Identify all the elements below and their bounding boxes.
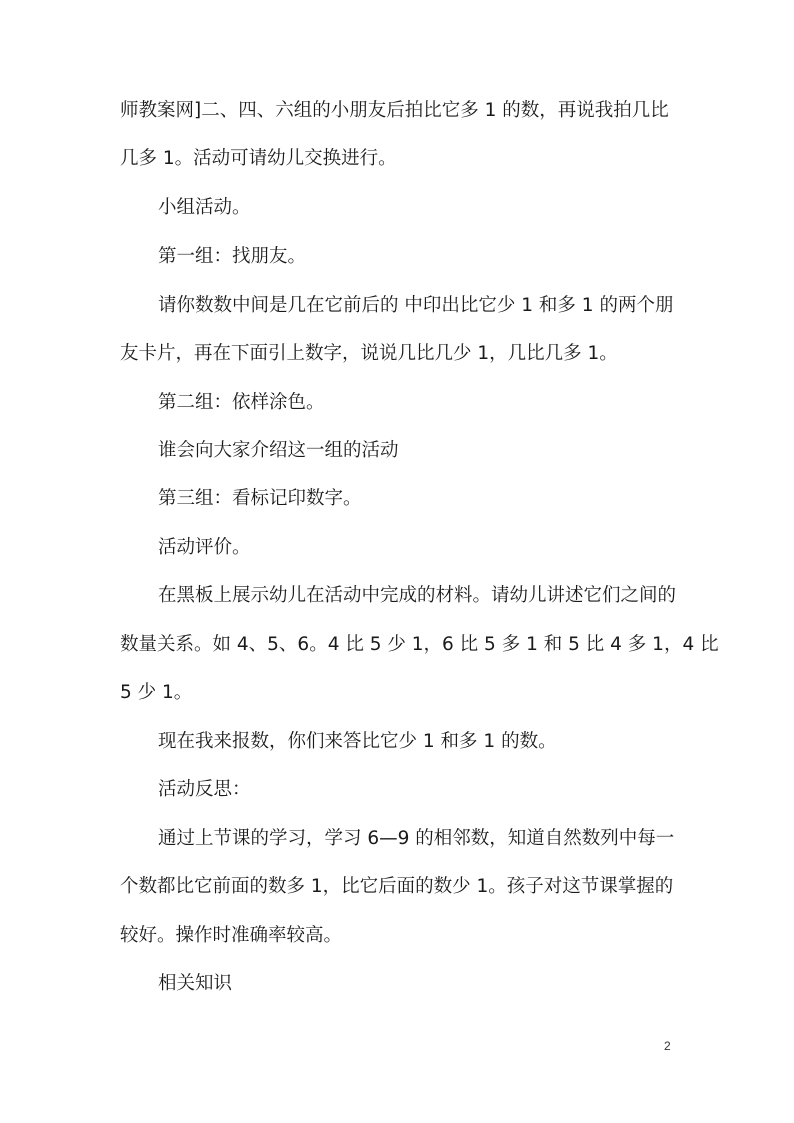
paragraph-reflection-line-2: 个数都比它前面的数多 1，比它后面的数少 1。孩子对这节课掌握的 <box>120 876 674 897</box>
paragraph-group-one-line-1: 请你数数中间是几在它前后的 中印出比它少 1 和多 1 的两个朋 <box>158 295 674 316</box>
paragraph-evaluation-line-2: 数量关系。如 4、5、6。4 比 5 少 1，6 比 5 多 1 和 5 比 4 多 1，4 比 <box>120 634 719 655</box>
page-number: 2 <box>664 1039 671 1053</box>
paragraph-group-three-title: 第三组：看标记印数字。 <box>158 488 362 509</box>
paragraph-introduce: 谁会向大家介绍这一组的活动 <box>158 440 399 461</box>
paragraph-count-off: 现在我来报数，你们来答比它少 1 和多 1 的数。 <box>158 731 557 752</box>
paragraph-group-two-title: 第二组：依样涂色。 <box>158 392 325 413</box>
paragraph-related-knowledge: 相关知识 <box>158 973 233 994</box>
paragraph-group-one-title: 第一组：找朋友。 <box>158 246 307 267</box>
paragraph-evaluation-line-3: 5 少 1。 <box>120 682 193 703</box>
paragraph-reflection-line-3: 较好。操作时准确率较高。 <box>120 925 343 946</box>
paragraph-group-one-line-2: 友卡片，再在下面引上数字，说说几比几少 1，几比几多 1。 <box>120 343 618 364</box>
paragraph-reflection-title: 活动反思： <box>158 779 251 800</box>
paragraph-1-line-1: 师教案网]二、四、六组的小朋友后拍比它多 1 的数，再说我拍几比 <box>120 100 669 121</box>
paragraph-1-line-2: 几多 1。活动可请幼儿交换进行。 <box>120 148 397 169</box>
paragraph-reflection-line-1: 通过上节课的学习，学习 6—9 的相邻数，知道自然数列中每一 <box>158 828 675 849</box>
paragraph-group-activity: 小组活动。 <box>158 197 251 218</box>
paragraph-evaluation-title: 活动评价。 <box>158 537 251 558</box>
paragraph-evaluation-line-1: 在黑板上展示幼儿在活动中完成的材料。请幼儿讲述它们之间的 <box>158 585 677 606</box>
